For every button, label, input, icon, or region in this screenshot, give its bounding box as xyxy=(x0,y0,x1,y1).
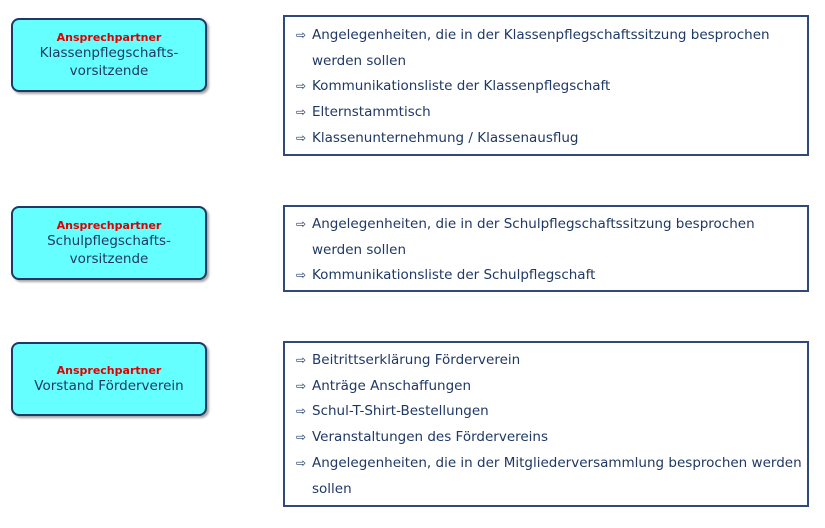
list-item xyxy=(285,263,807,289)
list-item-text: Veranstaltungen des Fördervereins xyxy=(312,429,549,446)
list-item-text: Elternstammtisch xyxy=(312,104,431,121)
topic-list-foerderverein xyxy=(283,341,809,507)
list-item-text: Angelegenheiten, die in der Mitgliederversammlung besprochen werden sollen xyxy=(312,454,802,497)
arrow-right-icon: ⇨ xyxy=(296,430,307,445)
arrow-right-icon: ⇨ xyxy=(296,217,307,231)
contact-name-line: Schulpflegschafts- xyxy=(47,232,171,249)
list-item xyxy=(285,425,807,451)
list-item xyxy=(285,212,807,263)
arrow-right-icon: ⇨ xyxy=(296,28,307,42)
contact-name-line: Vorstand Förderverein xyxy=(34,377,184,394)
list-item-text: Klassenunternehmung / Klassenausflug xyxy=(312,129,579,146)
contact-name-line: vorsitzende xyxy=(69,250,149,267)
list-item-text: Beitrittserklärung Förderverein xyxy=(312,352,521,368)
list-item-text: Anträge Anschaffungen xyxy=(312,377,471,394)
contact-box-foerderverein xyxy=(11,342,207,416)
arrow-right-icon: ⇨ xyxy=(296,105,307,120)
contact-box-schulpflegschaft xyxy=(11,206,207,280)
list-item xyxy=(285,23,807,74)
list-item xyxy=(285,74,807,100)
contact-label: Ansprechpartner xyxy=(56,218,162,232)
list-item-text: Angelegenheiten, die in der Klassenpflegschaftssitzung besprochen werden sollen xyxy=(312,27,770,69)
arrow-right-icon: ⇨ xyxy=(296,353,307,367)
list-item-text: Schul-T-Shirt-Bestellungen xyxy=(312,403,489,420)
contact-label: Ansprechpartner xyxy=(56,363,162,377)
arrow-right-icon: ⇨ xyxy=(296,404,307,419)
list-item xyxy=(285,100,807,126)
list-item xyxy=(285,374,807,400)
topic-list-klassenpflegschaft xyxy=(283,15,809,156)
list-item-text: Angelegenheiten, die in der Schulpflegschaftssitzung besprochen werden sollen xyxy=(312,216,755,258)
arrow-right-icon: ⇨ xyxy=(296,79,307,94)
arrow-right-icon: ⇨ xyxy=(296,455,307,470)
topic-list-schulpflegschaft xyxy=(283,205,809,292)
contact-name-line: Klassenpflegschafts- xyxy=(39,44,179,61)
arrow-right-icon: ⇨ xyxy=(296,268,307,283)
contact-label: Ansprechpartner xyxy=(56,30,162,44)
contact-name-line: vorsitzende xyxy=(69,62,149,79)
list-item xyxy=(285,399,807,425)
contact-box-klassenpflegschaft xyxy=(11,18,207,92)
list-item xyxy=(285,451,807,502)
list-item xyxy=(285,348,807,374)
list-item-text: Kommunikationsliste der Schulpflegschaft xyxy=(312,267,596,284)
list-item-text: Kommunikationsliste der Klassenpflegschaft xyxy=(312,78,611,95)
list-item xyxy=(285,126,807,152)
arrow-right-icon: ⇨ xyxy=(296,378,307,393)
arrow-right-icon: ⇨ xyxy=(296,130,307,145)
